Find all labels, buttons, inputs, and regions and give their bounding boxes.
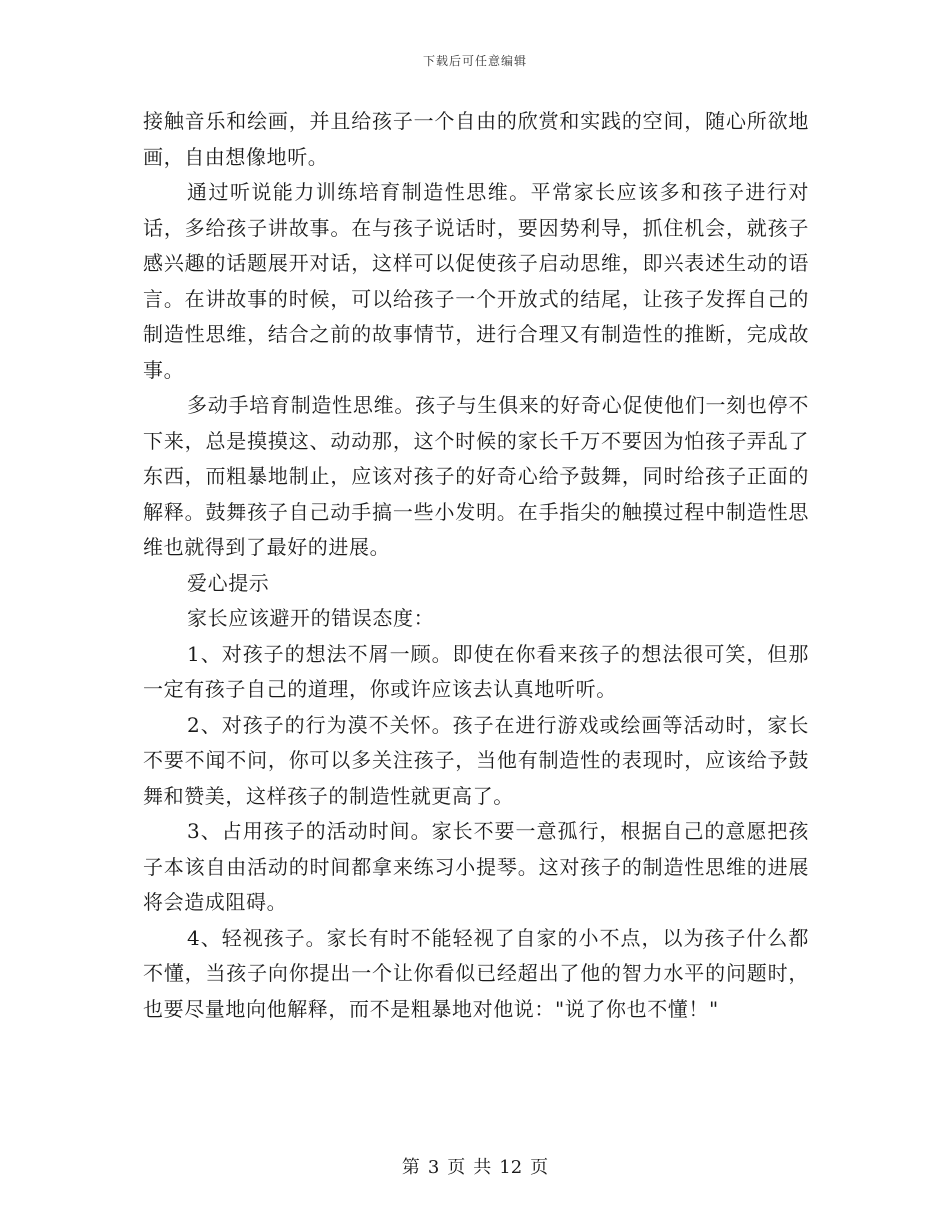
paragraph: 多动手培育制造性思维。孩子与生俱来的好奇心促使他们一刻也停不下来，总是摸摸这、动动那，这个时候的家长千万不要因为怕孩子弄乱了东西，而粗暴地制止，应该对孩子的好奇心给予鼓舞，同时给孩子正面的解释。鼓舞孩子自己动手搞一些小发明。在手指尖的触摸过程中制造性思维也就得到了最好的进展。 [143, 393, 809, 559]
list-item: 4、轻视孩子。家长有时不能轻视了自家的小不点，以为孩子什么都不懂，当孩子向你提出一个让你看似已经超出了他的智力水平的问题时，也要尽量地向他解释，而不是粗暴地对他说："说了你也不懂！" [143, 925, 809, 1021]
footer-total-word: 共 [473, 1157, 492, 1178]
paragraph: 接触音乐和绘画，并且给孩子一个自由的欣赏和实践的空间，随心所欲地画，自由想像地听。 [143, 109, 809, 169]
list-item: 2、对孩子的行为漠不关怀。孩子在进行游戏或绘画等活动时，家长不要不闻不问，你可以多关注孩子，当他有制造性的表现时，应该给予鼓舞和赞美，这样孩子的制造性就更高了。 [143, 712, 809, 808]
list-item: 3、占用孩子的活动时间。家长不要一意孤行，根据自己的意愿把孩子本该自由活动的时间都拿来练习小提琴。这对孩子的制造性思维的进展将会造成阻碍。 [143, 819, 809, 914]
footer-current-page: 3 [427, 1157, 440, 1178]
section-heading: 爱心提示 [187, 570, 270, 595]
page-footer [0, 1153, 950, 1179]
footer-total-pages: 12 [499, 1157, 523, 1178]
page-header-note: 下载后可任意编辑 [422, 54, 527, 68]
document-body [143, 104, 809, 1027]
footer-prefix: 第 [401, 1157, 420, 1178]
footer-suffix: 页 [530, 1157, 549, 1178]
paragraph: 通过听说能力训练培育制造性思维。平常家长应该多和孩子进行对话，多给孩子讲故事。在与孩子说话时，要因势利导，抓住机会，就孩子感兴趣的话题展开对话，这样可以促使孩子启动思维，即兴表述生动的语言。在讲故事的时候，可以给孩子一个开放式的结尾，让孩子发挥自己的制造性思维，结合之前的故事情节，进行合理又有制造性的推断，完成故事。 [143, 180, 809, 382]
list-item: 1、对孩子的想法不屑一顾。即使在你看来孩子的想法很可笑，但那一定有孩子自己的道理，你或许应该去认真地听听。 [143, 641, 809, 701]
footer-page-word: 页 [447, 1157, 466, 1178]
paragraph: 家长应该避开的错误态度： [187, 606, 435, 630]
